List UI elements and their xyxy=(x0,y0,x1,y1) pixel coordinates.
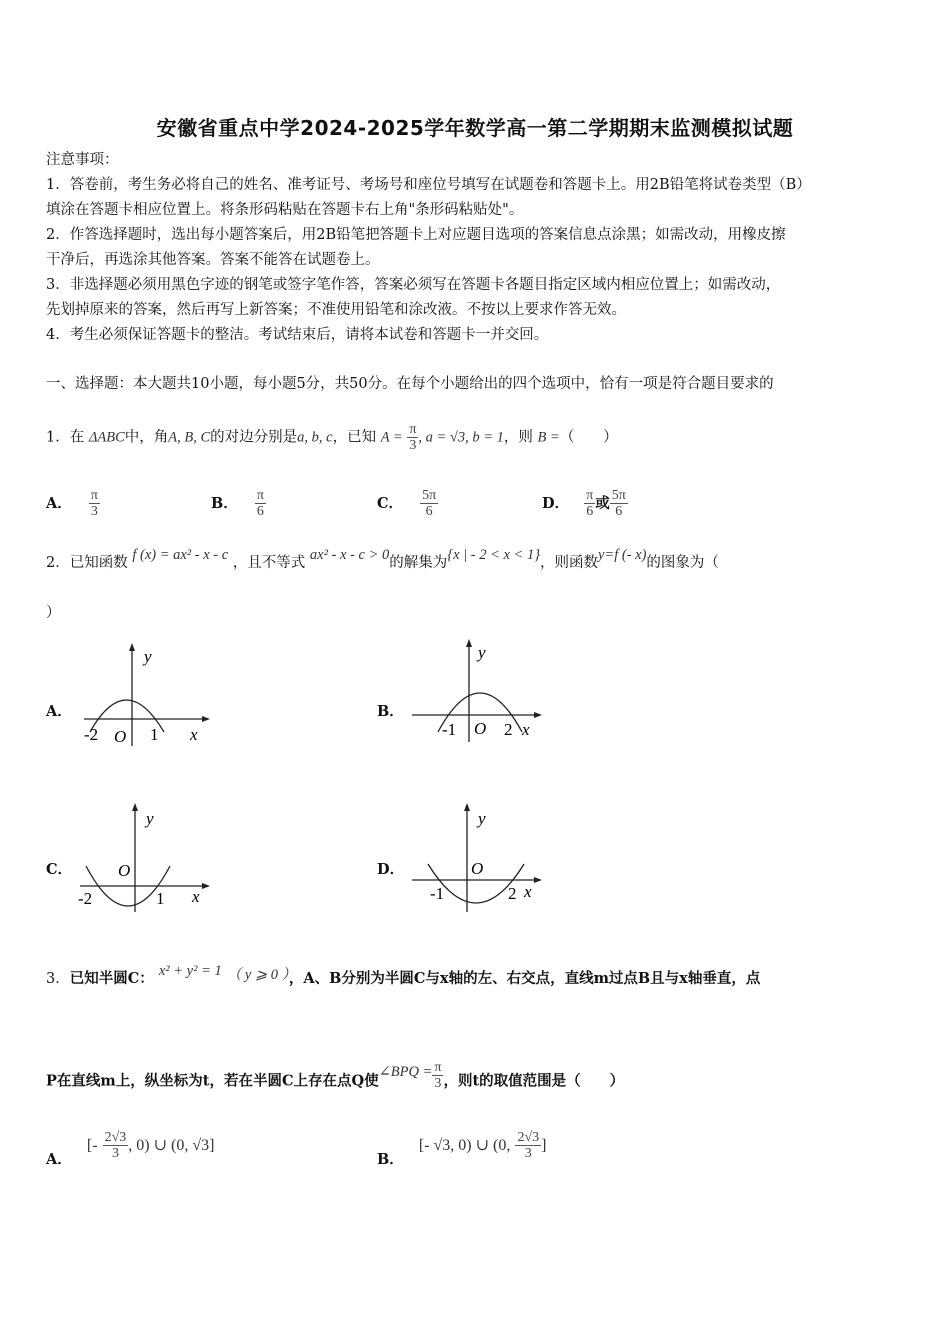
q2-text: ，且不等式 xyxy=(232,555,306,571)
option-fraction xyxy=(255,488,266,519)
q2-graph-b xyxy=(408,636,548,746)
right-root-label: 2 xyxy=(504,720,513,739)
q1-paren: （ ） xyxy=(559,429,618,446)
q3-option-b[interactable] xyxy=(377,1130,547,1168)
q2-number: 2． xyxy=(46,555,70,571)
notice-heading: 注意事项： xyxy=(46,152,119,168)
frac-num: π xyxy=(586,488,594,503)
frac-den: 6 xyxy=(615,504,623,519)
page-title: 安徽省重点中学2024-2025学年数学高一第二学期期末监测模拟试题 xyxy=(156,116,794,140)
option-or: 或 xyxy=(595,495,610,512)
frac-num: 2√3 xyxy=(517,1130,540,1145)
question-3 xyxy=(46,963,761,992)
q1-option-c[interactable] xyxy=(377,488,438,519)
notice-line-3b: 先划掉原来的答案，然后再写上新答案；不准使用铅笔和涂改液。不按以上要求作答无效。 xyxy=(46,302,626,318)
y-axis-label: y xyxy=(144,647,152,666)
frac-num: 5π xyxy=(611,488,626,503)
y-axis-label: y xyxy=(478,643,486,662)
right-root-label: 1 xyxy=(150,725,159,744)
option-label: B． xyxy=(377,1151,404,1168)
frac-num: 2√3 xyxy=(104,1130,127,1145)
q1-text: 中，角 xyxy=(124,429,169,446)
q1-triangle: ΔABC xyxy=(88,429,125,446)
option-fraction xyxy=(420,488,438,519)
y-axis-label: y xyxy=(478,809,486,828)
q3-text: 已知半圆C： xyxy=(69,970,154,987)
q1-number: 1． xyxy=(46,429,70,446)
frac-num: π xyxy=(434,1060,442,1075)
q3-option-a[interactable] xyxy=(46,1130,215,1168)
question-3-line-2 xyxy=(46,1060,625,1097)
frac-num: π xyxy=(256,488,264,503)
option-text: , 0) ∪ (0, √3] xyxy=(128,1137,215,1154)
left-root-label: -2 xyxy=(84,725,99,744)
q2-solution-set: {x | - 2 < x < 1} xyxy=(447,547,540,563)
q2-graph-c xyxy=(76,800,216,912)
q3-text: ，A、B分别为半圆C与x轴的左、右交点，直线m过点B且与x轴垂直，点 xyxy=(288,970,761,987)
notice-line-2b: 干净后，再选涂其他答案。答案不能答在试题卷上。 xyxy=(46,252,380,268)
notice-line-2a: 2．作答选择题时，选出每小题答案后，用2B铅笔把答题卡上对应题目选项的答案信息点涂黑；如需改动，用橡皮擦 xyxy=(46,227,786,243)
option-text: [- √3, 0) ∪ (0, xyxy=(418,1137,511,1154)
q2-function: f (x) = ax² - x - c xyxy=(132,547,229,563)
q2-option-c-label[interactable]: C． xyxy=(46,861,73,878)
q1-angles: A, B, C xyxy=(168,429,211,446)
left-root-label: -2 xyxy=(78,889,93,908)
q2-function-neg: y=f (- x) xyxy=(598,547,647,563)
q2-option-a-label[interactable]: A． xyxy=(46,703,72,720)
notice-line-4: 4．考生必须保证答题卡的整洁。考试结束后，请将本试卷和答题卡一并交回。 xyxy=(46,327,549,343)
x-axis-label: x xyxy=(522,720,530,739)
q2-text: 的图象为（ xyxy=(646,555,719,571)
q1-condition: A = xyxy=(380,429,403,446)
frac-den: 6 xyxy=(256,504,264,519)
q1-option-d[interactable] xyxy=(542,488,628,519)
q2-graph-d xyxy=(408,800,548,912)
q1-answer-var: B = xyxy=(537,429,560,446)
notice-line-1b: 填涂在答题卡相应位置上。将条形码粘贴在答题卡右上角"条形码粘贴处"。 xyxy=(46,202,524,218)
option-fraction xyxy=(610,488,628,519)
section-heading: 一、选择题：本大题共10小题，每小题5分，共50分。在每个小题给出的四个选项中，恰有一项是符合题目要求的 xyxy=(46,376,774,392)
q3-condition: （ y ⩾ 0 ） xyxy=(226,967,289,983)
frac-den: 3 xyxy=(90,504,98,519)
option-label: C． xyxy=(377,495,404,512)
right-root-label: 2 xyxy=(508,884,517,903)
left-root-label: -1 xyxy=(430,884,445,903)
origin-label: O xyxy=(471,859,484,878)
right-root-label: 1 xyxy=(156,889,165,908)
q2-text: ，则函数 xyxy=(540,555,598,571)
q1-text: ，则 xyxy=(503,429,533,446)
option-label: D． xyxy=(542,495,570,512)
q2-text: 的解集为 xyxy=(389,555,448,571)
option-text: [- xyxy=(86,1137,98,1154)
frac-den: 3 xyxy=(524,1146,532,1161)
frac-num: 5π xyxy=(422,488,437,503)
x-axis-label: x xyxy=(192,887,200,906)
q2-close-paren: ） xyxy=(46,605,61,621)
x-axis-label: x xyxy=(524,882,532,901)
option-fraction xyxy=(89,488,100,519)
frac-den: 3 xyxy=(111,1146,119,1161)
x-axis-label: x xyxy=(190,725,198,744)
notice-line-1a: 1．答卷前，考生务必将自己的姓名、准考证号、考场号和座位号填写在试题卷和答题卡上。用2B铅笔将试卷类型（B） xyxy=(46,177,811,193)
origin-label: O xyxy=(114,727,127,746)
q3-text: P在直线m上，纵坐标为t，若在半圆C上存在点Q使 xyxy=(46,1072,379,1090)
frac-num: π xyxy=(90,488,98,503)
q2-option-d-label[interactable]: D． xyxy=(377,861,405,878)
q3-fraction xyxy=(432,1060,443,1091)
q1-option-a[interactable] xyxy=(46,488,100,519)
question-1 xyxy=(46,422,618,453)
q2-inequality: ax² - x - c > 0 xyxy=(309,547,390,563)
frac-den: 3 xyxy=(434,1076,442,1091)
option-text: ] xyxy=(541,1137,547,1154)
q1-condition: , a = √3, b = 1 xyxy=(418,429,504,446)
option-fraction xyxy=(515,1130,541,1161)
option-fraction xyxy=(103,1130,129,1161)
q2-option-b-label[interactable]: B． xyxy=(377,703,404,720)
q1-option-b[interactable] xyxy=(211,488,266,519)
option-label: A． xyxy=(46,495,72,512)
frac-den: 6 xyxy=(586,504,594,519)
option-fraction xyxy=(584,488,595,519)
q2-text: 已知函数 xyxy=(69,555,128,571)
q1-sides: a, b, c xyxy=(297,429,333,446)
frac-den: 6 xyxy=(425,504,433,519)
option-label: A． xyxy=(46,1151,72,1168)
frac-den: 3 xyxy=(409,438,417,453)
q2-graph-a xyxy=(76,640,216,750)
question-2 xyxy=(46,547,719,576)
notice-line-3a: 3．非选择题必须用黑色字迹的钢笔或签字笔作答，答案必须写在答题卡各题目指定区域内相应位置上；如需改动， xyxy=(46,277,781,293)
option-label: B． xyxy=(211,495,238,512)
q3-number: 3． xyxy=(46,971,70,987)
q3-text: ，则t的取值范围是（ ） xyxy=(443,1072,625,1090)
q3-angle: ∠BPQ = xyxy=(378,1063,433,1080)
q1-fraction xyxy=(407,422,418,453)
origin-label: O xyxy=(118,861,131,880)
q1-text: ，已知 xyxy=(332,429,377,446)
origin-label: O xyxy=(474,719,487,738)
y-axis-label: y xyxy=(146,809,154,828)
q1-text: 在 xyxy=(69,429,85,446)
frac-num: π xyxy=(409,422,417,437)
q1-text: 的对边分别是 xyxy=(210,429,298,446)
left-root-label: -1 xyxy=(442,720,457,739)
q3-semicircle-eq: x² + y² = 1 xyxy=(158,963,222,979)
